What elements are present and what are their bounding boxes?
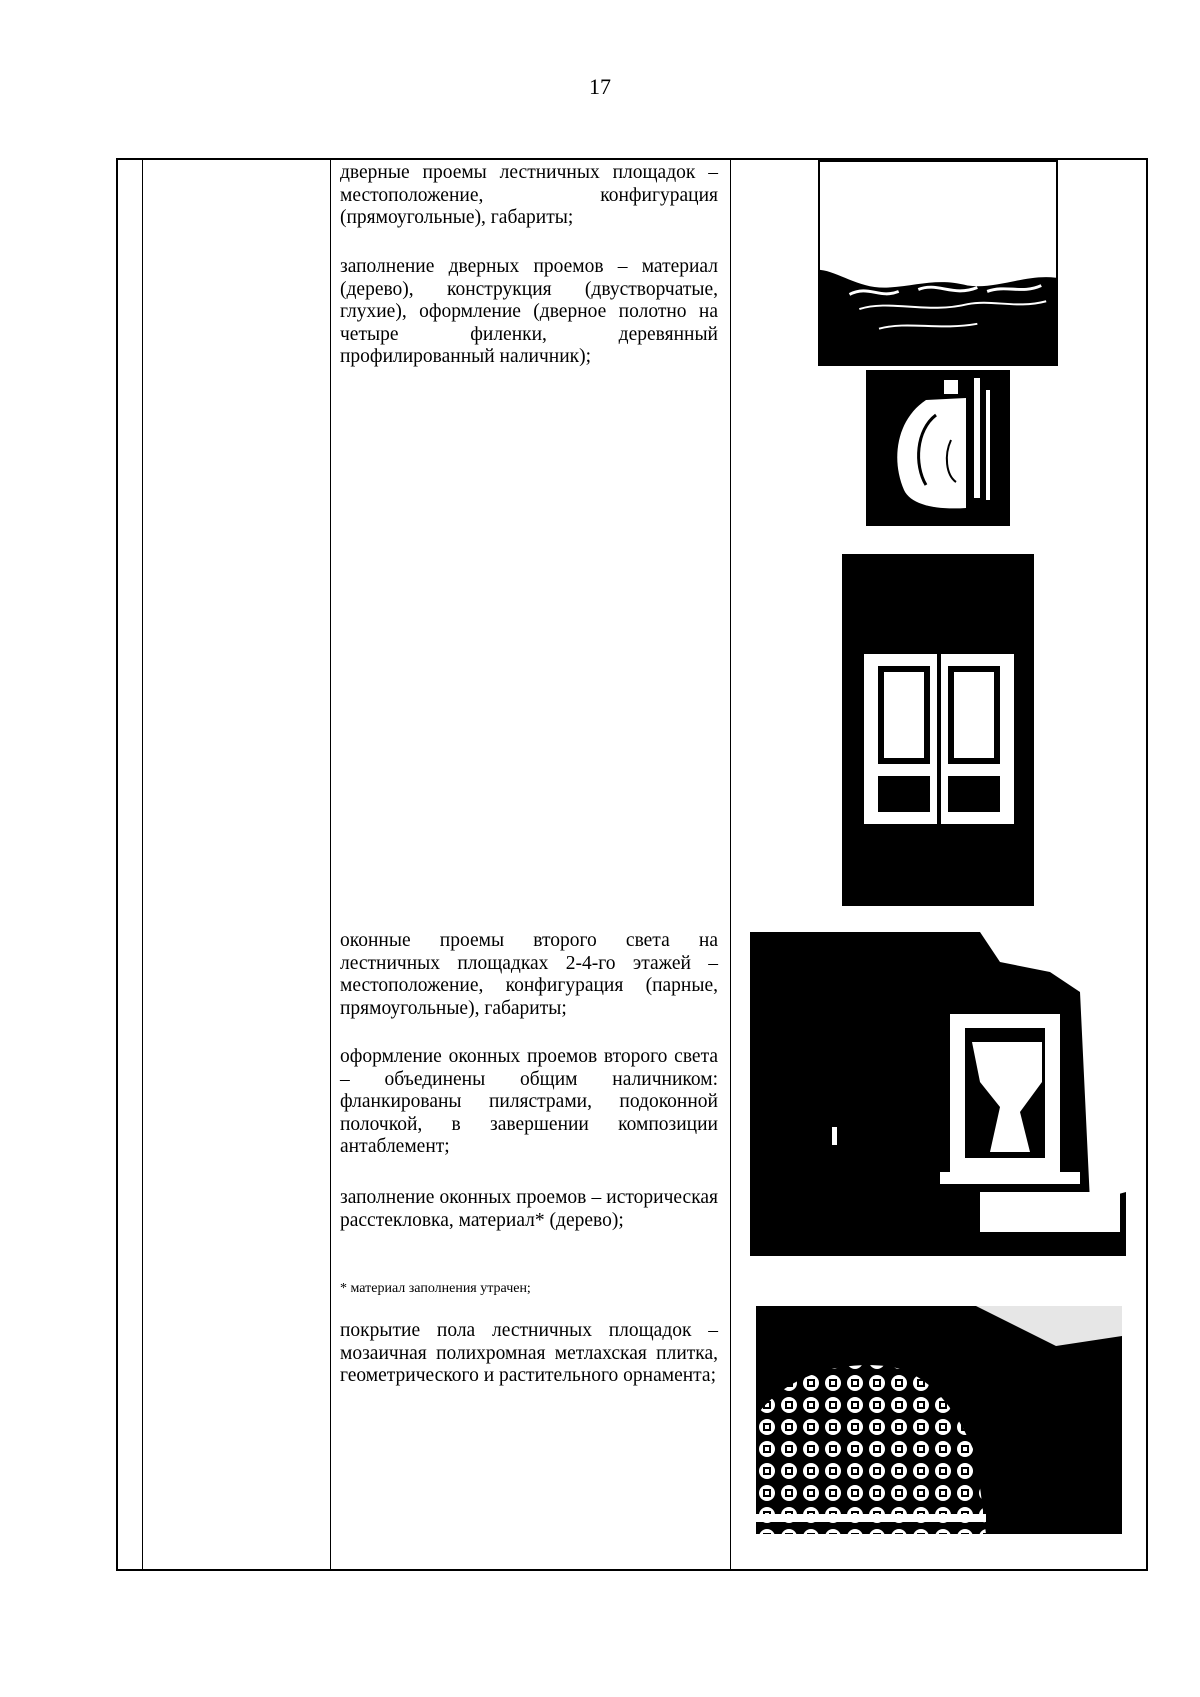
paragraph-window-decor: оформление оконных проемов второго света – объединены общим наличником: фланкированы пилястрами, подоконной полочкой, в завершении композиции антаблемент;	[340, 1046, 718, 1157]
double-door-photo	[842, 554, 1034, 906]
page-number: 17	[589, 74, 611, 99]
tile-floor-image	[756, 1306, 1122, 1534]
footnote: * материал заполнения утрачен;	[340, 1281, 531, 1296]
stucco-rosette-image	[866, 370, 1010, 526]
window-opening-image	[750, 932, 1126, 1256]
window-second-light-photo	[750, 932, 1126, 1256]
paragraph-door-fill: заполнение дверных проемов – материал (дерево), конструкция (двустворчатые, глухие), оформление (дверное полотно на четыре филенки, деревянный профилированный наличник);	[340, 256, 718, 367]
column-divider-2	[330, 160, 331, 1569]
paneled-door-image	[842, 554, 1034, 906]
paragraph-window-fill: заполнение оконных проемов – историческая расстекловка, материал* (дерево);	[340, 1187, 718, 1231]
paragraph-window-openings: оконные проемы второго света на лестничных площадках 2-4-го этажей – местоположение, конфигурация (парные, прямоугольные), габариты;	[340, 930, 718, 1019]
stucco-ceiling-image	[820, 162, 1056, 364]
rosette-detail-photo	[866, 370, 1010, 526]
column-divider-1	[142, 160, 143, 1569]
paragraph-door-openings: дверные проемы лестничных площадок – местоположение, конфигурация (прямоугольные), габариты;	[340, 162, 718, 228]
mosaic-floor-photo	[756, 1306, 1122, 1534]
paragraph-floor: покрытие пола лестничных площадок – мозаичная полихромная метлахская плитка, геометрического и растительного орнамента;	[340, 1320, 718, 1386]
column-divider-3	[730, 160, 731, 1569]
ceiling-stucco-photo	[818, 160, 1058, 366]
